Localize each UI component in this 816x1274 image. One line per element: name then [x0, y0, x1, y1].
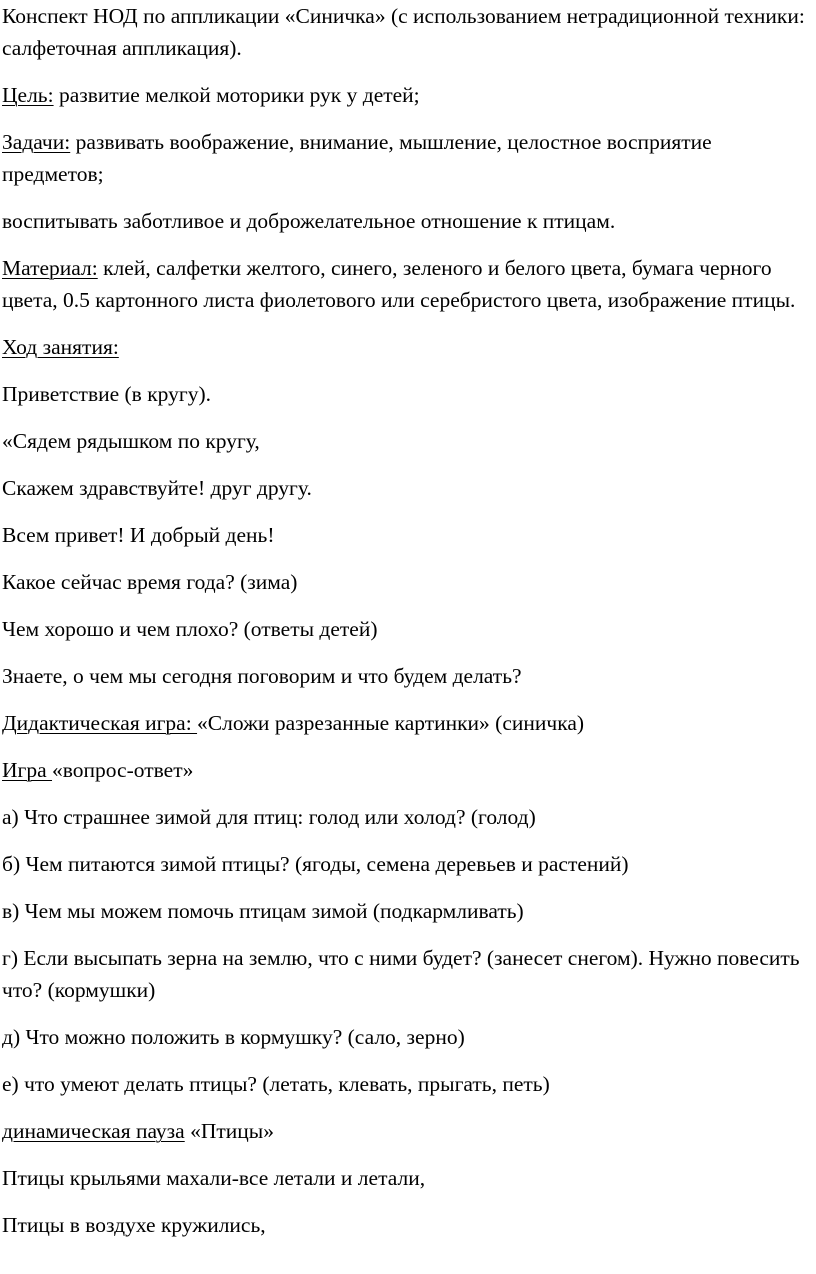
- greeting-line: Чем хорошо и чем плохо? (ответы детей): [2, 617, 378, 641]
- question-item: а) Что страшнее зимой для птиц: голод или холод? (голод): [2, 805, 536, 829]
- greeting-line: «Сядем рядышком по кругу,: [2, 429, 260, 453]
- greeting-line: Всем привет! И добрый день!: [2, 523, 275, 547]
- qa-game-paragraph: [2, 754, 816, 786]
- lesson-heading-text: Ход занятия:: [2, 335, 119, 359]
- greeting-line: Какое сейчас время года? (зима): [2, 570, 298, 594]
- dynamic-pause-label: динамическая пауза: [2, 1119, 185, 1143]
- goal-label: Цель:: [2, 83, 54, 107]
- qa-game-label: Игра: [2, 758, 53, 782]
- goal-text: развитие мелкой моторики рук у детей;: [53, 83, 420, 107]
- question-item: б) Чем питаются зимой птицы? (ягоды, семена деревьев и растений): [2, 852, 629, 876]
- question-item: е) что умеют делать птицы? (летать, клевать, прыгать, петь): [2, 1072, 550, 1096]
- material-paragraph: [2, 252, 816, 316]
- dynamic-pause-text: «Птицы»: [184, 1119, 274, 1143]
- greeting-line: Скажем здравствуйте! друг другу.: [2, 476, 312, 500]
- question-item: в) Чем мы можем помочь птицам зимой (подкармливать): [2, 899, 524, 923]
- qa-game-text: «вопрос-ответ»: [52, 758, 194, 782]
- tasks-paragraph: [2, 126, 816, 190]
- question-item: д) Что можно положить в кормушку? (сало, зерно): [2, 1025, 465, 1049]
- question-item: г) Если высыпать зерна на землю, что с ними будет? (занесет снегом). Нужно повесить что? (кормушки): [2, 946, 800, 1002]
- material-text: клей, салфетки желтого, синего, зеленого и белого цвета, бумага черного цвета, 0.5 картонного листа фиолетового или серебристого цвета, изображение птицы.: [2, 256, 796, 312]
- tasks-text-2: воспитывать заботливое и доброжелательное отношение к птицам.: [2, 209, 616, 233]
- poem-line: Птицы в воздухе кружились,: [2, 1213, 266, 1237]
- goal-paragraph: [2, 79, 816, 111]
- didactic-game-label: Дидактическая игра:: [2, 711, 198, 735]
- document-title: Конспект НОД по аппликации «Синичка» (с использованием нетрадиционной техники: салфеточная аппликация).: [2, 4, 805, 60]
- tasks-label: Задачи:: [2, 130, 71, 154]
- dynamic-pause-paragraph: [2, 1115, 816, 1147]
- didactic-game-paragraph: [2, 707, 816, 739]
- lesson-heading: [2, 331, 816, 363]
- didactic-game-text: «Сложи разрезанные картинки» (синичка): [197, 711, 585, 735]
- greeting-line: Знаете, о чем мы сегодня поговорим и что будем делать?: [2, 664, 522, 688]
- poem-line: Птицы крыльями махали-все летали и летали,: [2, 1166, 426, 1190]
- material-label: Материал:: [2, 256, 98, 280]
- greeting-line: Приветствие (в кругу).: [2, 382, 211, 406]
- tasks-text: развивать воображение, внимание, мышление, целостное восприятие предметов;: [2, 130, 712, 186]
